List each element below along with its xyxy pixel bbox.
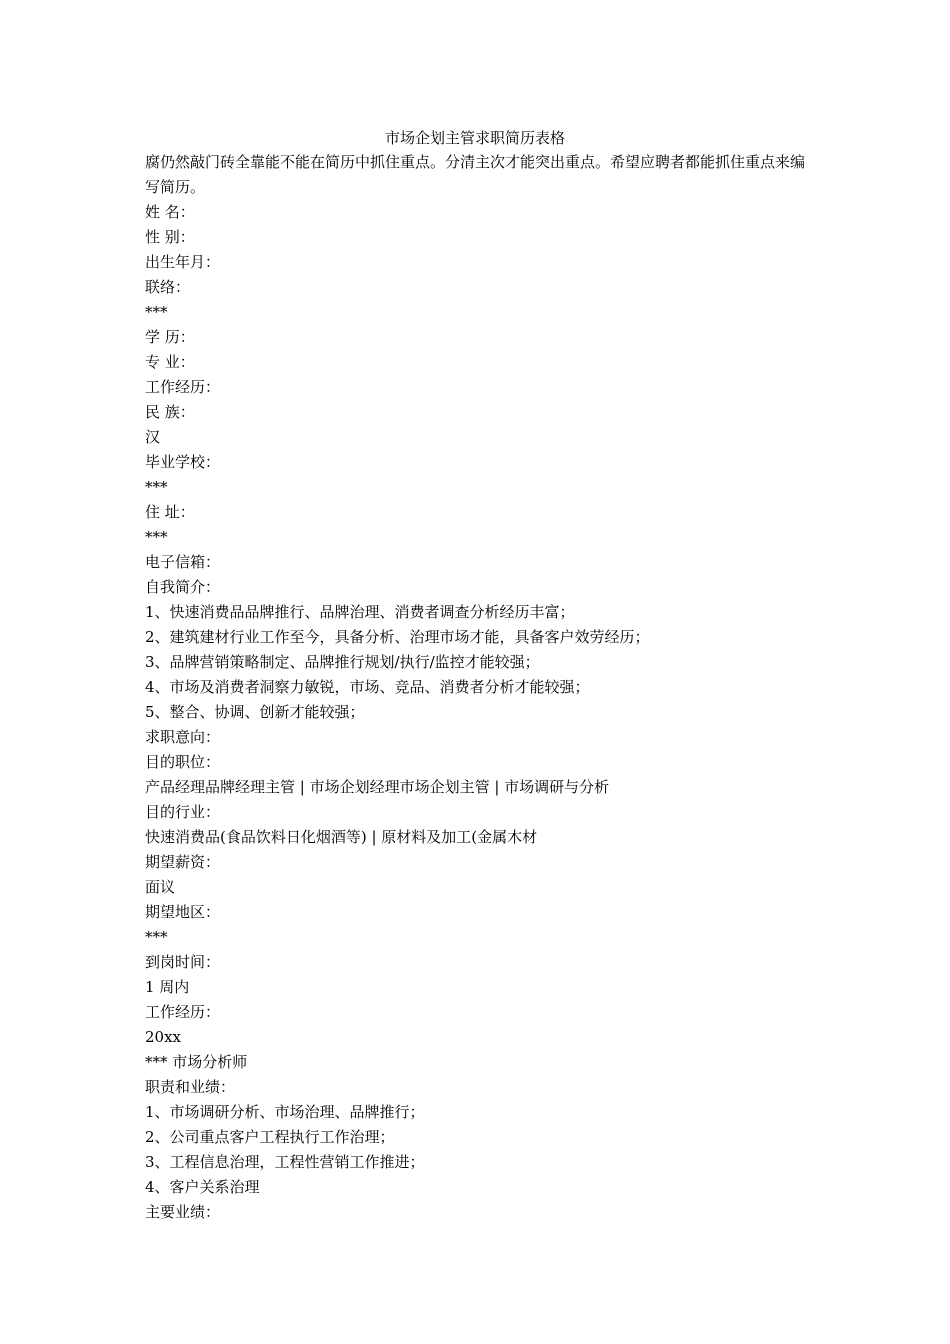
resume-line: *** [145,528,168,546]
resume-line: 工作经历： [145,378,221,396]
intro-paragraph: 腐仍然敲门砖全靠能不能在简历中抓住重点。分清主次才能突出重点。希望应聘者都能抓住重点来编写简历。 [145,153,806,196]
resume-line: 3、品牌营销策略制定、品牌推行规划/执行/监控才能较强； [145,653,540,671]
resume-line: 自我简介： [145,578,221,596]
resume-line: 1 周内 [145,978,190,996]
document-body [145,150,810,1225]
resume-line: *** [145,303,168,321]
resume-line: 主要业绩： [145,1203,221,1221]
resume-line: 学 历： [145,328,195,346]
resume-line: 面议 [145,878,176,896]
resume-line: 2、建筑建材行业工作至今，具备分析、治理市场才能，具备客户效劳经历； [145,628,650,646]
resume-line: 工作经历： [145,1003,221,1021]
resume-line: 目的行业： [145,803,221,821]
resume-line: 联络： [145,278,191,296]
resume-line: 5、整合、协调、创新才能较强； [145,703,365,721]
resume-line: 快速消费品(食品饮料日化烟酒等) | 原材料及加工(金属木材 [145,828,538,846]
resume-line: 4、客户关系治理 [145,1178,260,1196]
resume-line: 到岗时间： [145,953,221,971]
resume-line: 职责和业绩： [145,1078,236,1096]
resume-line: 3、工程信息治理，工程性营销工作推进； [145,1153,425,1171]
resume-line: 求职意向： [145,728,221,746]
resume-line: *** [145,928,168,946]
resume-line: 出生年月： [145,253,221,271]
resume-line: 民 族： [145,403,195,421]
resume-lines [145,200,810,1225]
resume-line: 专 业： [145,353,195,371]
resume-line: 住 址： [145,503,195,521]
resume-line: 20xx [145,1028,182,1046]
resume-line: 产品经理品牌经理主管 | 市场企划经理市场企划主管 | 市场调研与分析 [145,778,610,796]
resume-line: 性 别： [145,228,195,246]
resume-line: 期望地区： [145,903,221,921]
resume-line: 2、公司重点客户工程执行工作治理； [145,1128,395,1146]
resume-line: *** 市场分析师 [145,1053,248,1071]
resume-line: 汉 [145,428,161,446]
resume-line: 毕业学校： [145,453,221,471]
resume-line: 电子信箱： [145,553,221,571]
resume-line: 1、快速消费品品牌推行、品牌治理、消费者调查分析经历丰富； [145,603,575,621]
resume-line: *** [145,478,168,496]
resume-line: 1、市场调研分析、市场治理、品牌推行； [145,1103,425,1121]
resume-line: 期望薪资： [145,853,221,871]
resume-line: 4、市场及消费者洞察力敏锐，市场、竞品、消费者分析才能较强； [145,678,590,696]
document-title: 市场企划主管求职简历表格 [384,129,565,147]
resume-line: 目的职位： [145,753,221,771]
resume-line: 姓 名： [145,203,195,221]
